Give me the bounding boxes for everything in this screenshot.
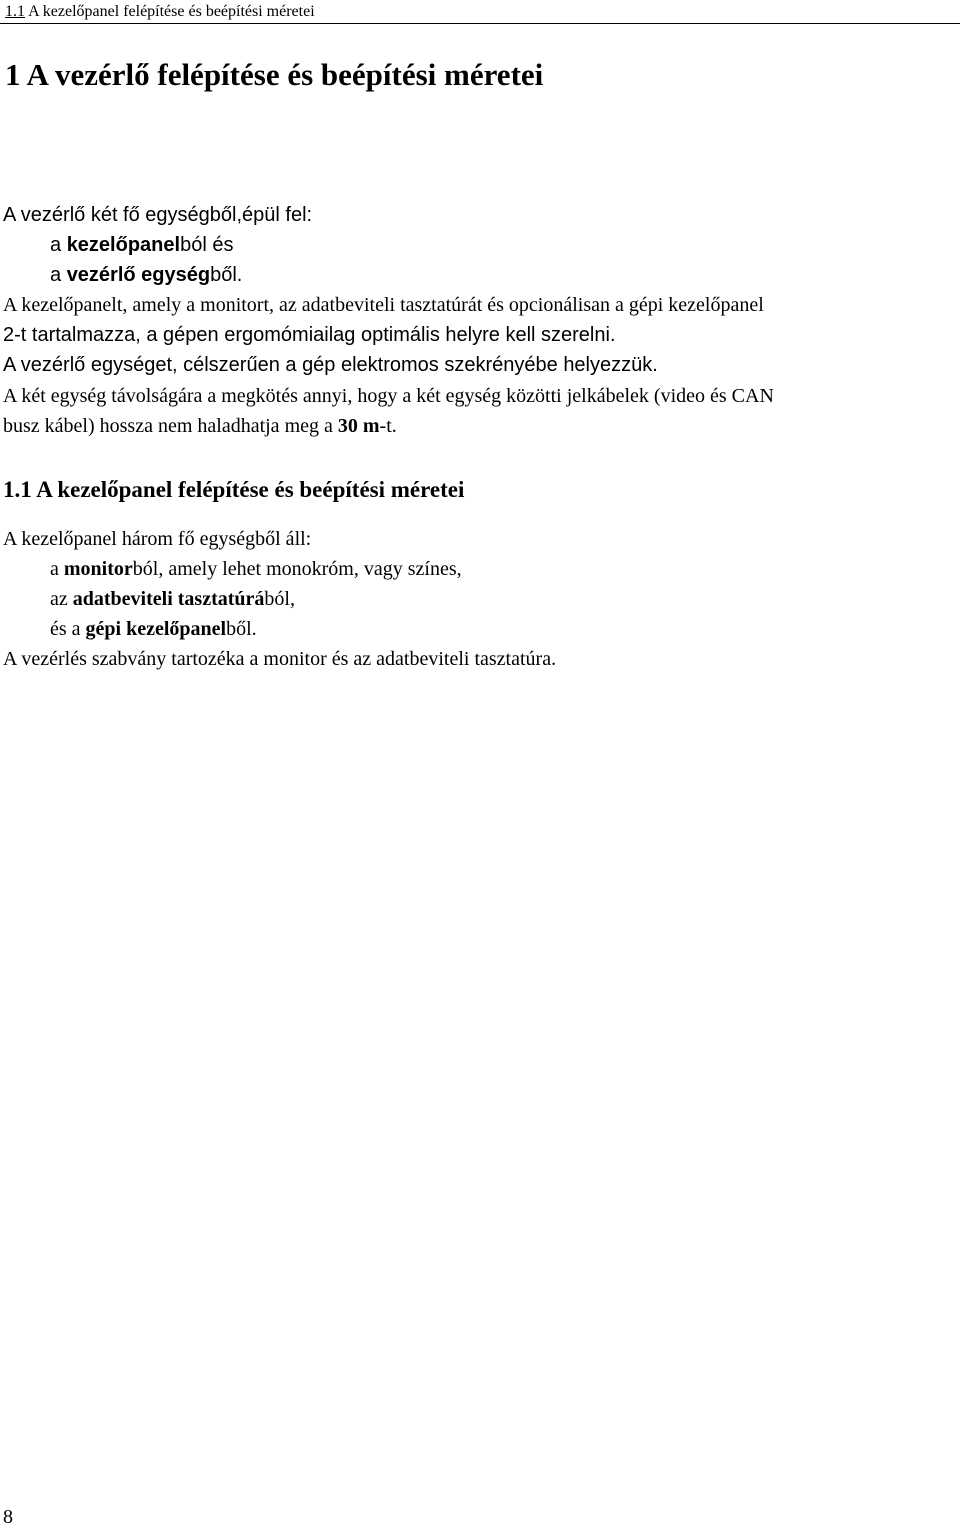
paragraph-line: A kezelőpanelt, amely a monitort, az adatbeviteli tasztatúrát és opcionálisan a gépi kezelőpanel [3, 294, 764, 316]
bold-term: kezelőpanel [66, 234, 181, 256]
bold-term: vezérlő egység [66, 264, 211, 286]
section-item-gepi-kezelopanel [50, 616, 257, 642]
section-closing-line: A vezérlés szabvány tartozéka a monitor és az adatbeviteli tasztatúra. [3, 648, 557, 670]
paragraph-line: A vezérlő egységet, célszerűen a gép elektromos szekrényébe helyezzük. [3, 354, 658, 376]
intro-item-kezelopanel [50, 232, 233, 258]
section-title: 1.1 A kezelőpanel felépítése és beépítési méretei [3, 477, 465, 502]
text-span: ből. [226, 618, 257, 640]
bold-term: adatbeviteli tasztatúrá [72, 588, 265, 610]
bold-term: monitor [63, 558, 133, 580]
bold-term: 30 m [337, 415, 380, 437]
text-span: a [50, 558, 64, 580]
text-span: az [50, 588, 73, 610]
paragraph-line [3, 413, 397, 439]
header-rule [0, 23, 960, 24]
text-span: ból, amely lehet monokróm, vagy színes, [132, 558, 462, 580]
bold-term: gépi kezelőpanel [85, 618, 227, 640]
paragraph-line: 2-t tartalmazza, a gépen ergomómiailag optimális helyre kell szerelni. [3, 324, 616, 346]
section-line: A kezelőpanel három fő egységből áll: [3, 528, 312, 550]
running-header-text: A kezelőpanel felépítése és beépítési méretei [25, 3, 315, 20]
chapter-title: 1 A vezérlő felépítése és beépítési méretei [5, 57, 544, 92]
page-number: 8 [3, 1506, 13, 1528]
text-span: ból, [264, 588, 295, 610]
running-header-number: 1.1 [5, 3, 25, 20]
text-span: és a [50, 618, 86, 640]
intro-line: A vezérlő két fő egységből,épül fel: [3, 204, 313, 226]
text-span: a [50, 264, 67, 286]
section-item-monitor [50, 556, 462, 582]
text-span: -t. [379, 415, 397, 437]
text-span: ból és [180, 234, 234, 256]
text-span: a [50, 234, 67, 256]
text-span: ből. [210, 264, 243, 286]
running-header [5, 2, 315, 22]
intro-item-vezerlo-egyseg [50, 262, 242, 288]
paragraph-line: A két egység távolságára a megkötés annyi, hogy a két egység közötti jelkábelek (video és CAN [3, 385, 774, 407]
section-item-tasztatura [50, 586, 295, 612]
text-span: busz kábel) hossza nem haladhatja meg a [3, 415, 338, 437]
